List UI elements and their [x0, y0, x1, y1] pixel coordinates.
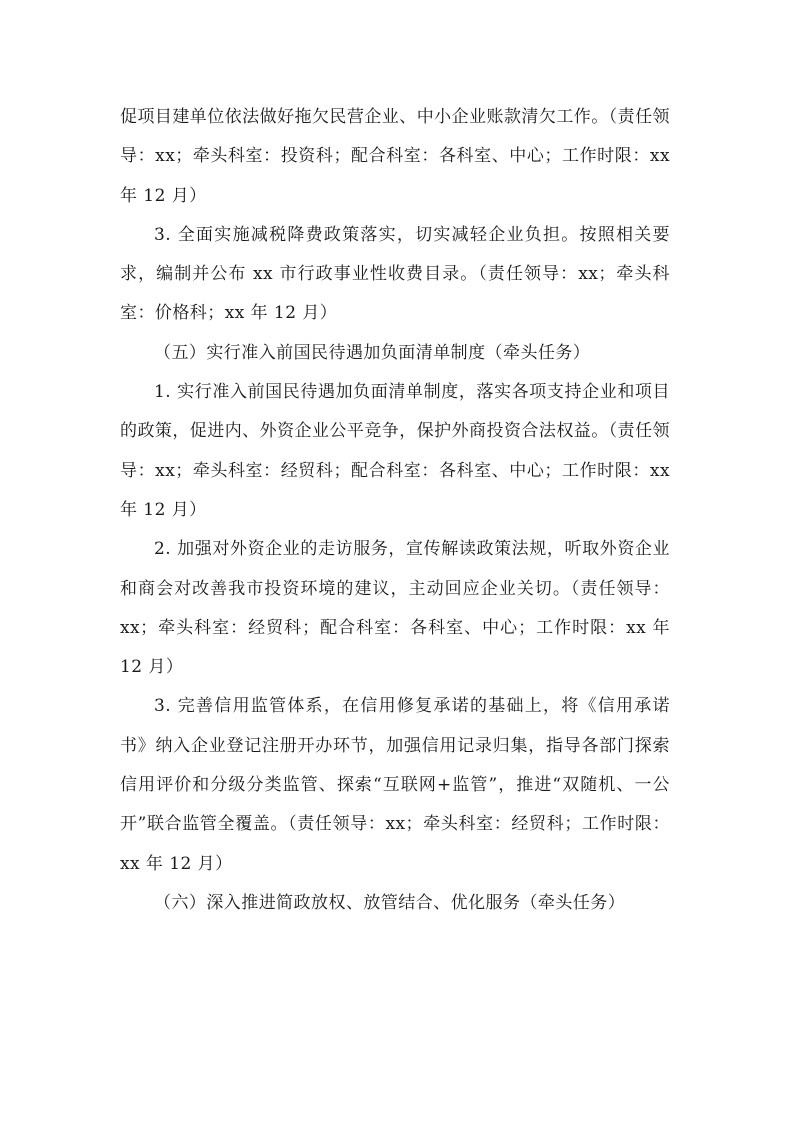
section-heading-6: （六）深入推进简政放权、放管结合、优化服务（牵头任务） [154, 892, 626, 913]
paragraph-foreign-enterprise-visits: 2. 加强对外资企业的走访服务，宣传解读政策法规，听取外资企业和商会对改善我市投资环境的建议，主动回应企业关切。（责任领导：xx；牵头科室：经贸科；配合科室：各科室、中心；工作时限：xx 年 12 月） [120, 539, 670, 678]
section-heading-5: （五）实行准入前国民待遇加负面清单制度（牵头任务） [154, 342, 591, 363]
paragraph-credit-supervision: 3. 完善信用监管体系，在信用修复承诺的基础上，将《信用承诺书》纳入企业登记注册开办环节，加强信用记录归集，指导各部门探索信用评价和分级分类监管、探索“互联网+监管”，推进“双随机、一公开”联合监管全覆盖。（责任领导：xx；牵头科室：经贸科；工作时限：xx 年 12 月） [120, 696, 670, 874]
paragraph-negative-list: 1. 实行准入前国民待遇加负面清单制度，落实各项支持企业和项目的政策，促进内、外资企业公平竞争，保护外商投资合法权益。（责任领导：xx；牵头科室：经贸科；配合科室：各科室、中心；工作时限：xx 年 12 月） [120, 382, 670, 520]
paragraph-arrears-clearing: 促项目建单位依法做好拖欠民营企业、中小企业账款清欠工作。（责任领导：xx；牵头科室：投资科；配合科室：各科室、中心；工作时限：xx 年 12 月） [120, 107, 670, 206]
paragraph-tax-fee-reduction: 3. 全面实施减税降费政策落实，切实减轻企业负担。按照相关要求，编制并公布 xx 市行政事业性收费目录。（责任领导：xx；牵头科室：价格科；xx 年 12 月） [120, 224, 670, 324]
